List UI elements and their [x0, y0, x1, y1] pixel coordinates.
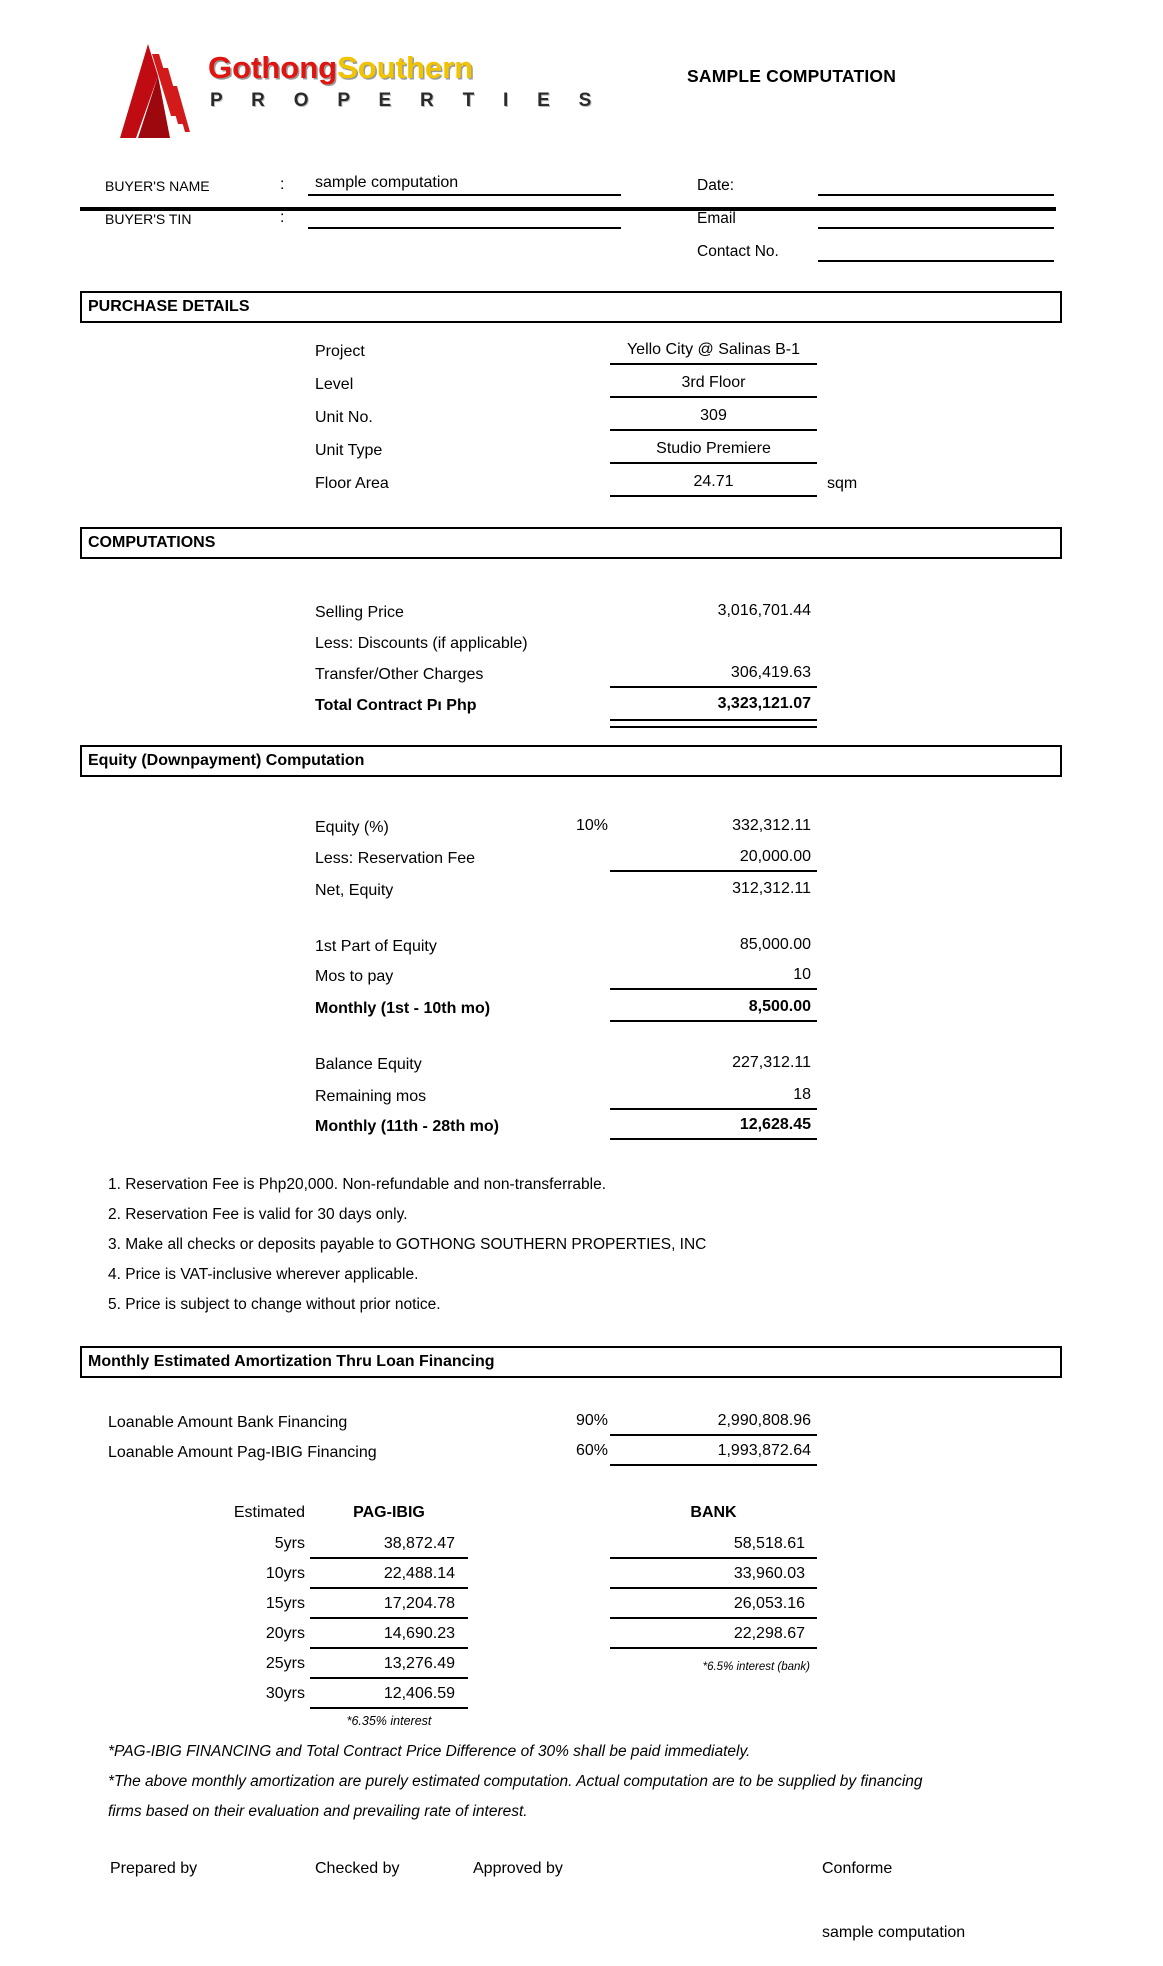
pagibig-interest-note: *6.35% interest: [346, 1714, 432, 1728]
buyer-tin-colon: :: [280, 209, 285, 226]
computation-row-value: 306,419.63: [610, 664, 817, 688]
bank-value: 33,960.03: [610, 1565, 817, 1589]
equity-part1-label: Mos to pay: [315, 968, 394, 985]
equity-part1-value: 85,000.00: [739, 936, 811, 953]
buyer-name-colon: :: [280, 176, 285, 193]
loan-row-value: 2,990,808.96: [610, 1412, 817, 1436]
pagibig-value: 13,276.49: [310, 1655, 468, 1679]
computation-row-label: Transfer/Other Charges: [315, 666, 484, 683]
equity-row-label: Equity (%): [315, 819, 389, 836]
contact-label: Contact No.: [697, 243, 779, 260]
year-label: 30yrs: [265, 1685, 305, 1702]
computation-row-label: Less: Discounts (if applicable): [315, 635, 528, 652]
logo-text-southern: Southern: [337, 50, 474, 85]
section-amortization: Monthly Estimated Amortization Thru Loan Financing: [80, 1346, 1062, 1378]
purchase-row-value: 3rd Floor: [610, 374, 817, 398]
column-header-pagibig: PAG-IBIG: [353, 1504, 425, 1521]
buyer-tin-label: BUYER'S TIN: [105, 211, 192, 227]
note-item: 5. Price is subject to change without prior notice.: [108, 1296, 441, 1313]
purchase-row-label: Unit Type: [315, 442, 383, 459]
email-label: Email: [697, 210, 736, 227]
bank-value: 58,518.61: [610, 1535, 817, 1559]
pagibig-value: 17,204.78: [310, 1595, 468, 1619]
year-label: 25yrs: [265, 1655, 305, 1672]
company-logo-icon: [118, 42, 196, 138]
logo-text-gothong: Gothong: [208, 50, 338, 85]
purchase-row-value: Studio Premiere: [610, 440, 817, 464]
equity-row-label: Net, Equity: [315, 882, 394, 899]
purchase-row-value: 309: [610, 407, 817, 431]
note-item: 4. Price is VAT-inclusive wherever applicable.: [108, 1266, 419, 1283]
purchase-row-value: 24.71: [610, 473, 817, 497]
bank-value: 22,298.67: [610, 1625, 817, 1649]
equity-row-label: Less: Reservation Fee: [315, 850, 476, 867]
column-header-bank: BANK: [690, 1504, 737, 1521]
page-title: SAMPLE COMPUTATION: [687, 66, 897, 86]
equity-row-value: 332,312.11: [732, 817, 811, 834]
purchase-row-value: Yello City @ Salinas B-1: [610, 341, 817, 365]
section-purchase-details: PURCHASE DETAILS: [80, 291, 1062, 323]
date-label: Date:: [697, 177, 735, 194]
buyer-name-label: BUYER'S NAME: [105, 178, 210, 194]
date-field[interactable]: [818, 172, 1054, 196]
monthly-11th-28th-value: 12,628.45: [610, 1116, 817, 1140]
monthly-1st-10th-value: 8,500.00: [610, 998, 817, 1022]
email-field[interactable]: [818, 205, 1054, 229]
purchase-row-label: Project: [315, 343, 365, 360]
remaining-mos-label: Remaining mos: [315, 1088, 427, 1105]
loan-row-percent: 60%: [575, 1442, 608, 1459]
bank-value: 26,053.16: [610, 1595, 817, 1619]
monthly-11th-28th-label: Monthly (11th - 28th mo): [315, 1118, 499, 1135]
note-item: 3. Make all checks or deposits payable to GOTHONG SOUTHERN PROPERTIES, INC: [108, 1236, 707, 1253]
computation-row-label: Selling Price: [315, 604, 404, 621]
year-label: 15yrs: [265, 1595, 305, 1612]
balance-equity-value: 227,312.11: [732, 1054, 811, 1071]
total-contract-label: Total Contract Pı Php: [315, 697, 477, 714]
loan-row-label: Loanable Amount Bank Financing: [108, 1414, 348, 1431]
equity-row-value: 20,000.00: [610, 848, 817, 872]
loan-row-value: 1,993,872.64: [610, 1442, 817, 1466]
conforme-name: sample computation: [822, 1924, 966, 1941]
floor-area-unit: sqm: [827, 475, 858, 492]
pagibig-value: 14,690.23: [310, 1625, 468, 1649]
conforme-label: Conforme: [822, 1860, 893, 1877]
total-double-rule: [610, 719, 817, 728]
equity-part1-value: 10: [610, 966, 817, 990]
purchase-row-label: Unit No.: [315, 409, 373, 426]
note-item: 1. Reservation Fee is Php20,000. Non-refundable and non-transferrable.: [108, 1176, 607, 1193]
company-logo-wordmark: [208, 52, 473, 83]
total-contract-value: 3,323,121.07: [717, 695, 811, 712]
bank-interest-note: *6.5% interest (bank): [702, 1661, 810, 1673]
purchase-row-label: Level: [315, 376, 354, 393]
note-item: 2. Reservation Fee is valid for 30 days only.: [108, 1206, 408, 1223]
monthly-1st-10th-label: Monthly (1st - 10th mo): [315, 1000, 491, 1017]
balance-equity-label: Balance Equity: [315, 1056, 422, 1073]
contact-field[interactable]: [818, 238, 1054, 262]
column-header-estimated: Estimated: [233, 1504, 305, 1521]
pagibig-value: 22,488.14: [310, 1565, 468, 1589]
loan-row-label: Loanable Amount Pag-IBIG Financing: [108, 1444, 377, 1461]
remaining-mos-value: 18: [610, 1086, 817, 1110]
computation-row-value: 3,016,701.44: [717, 602, 811, 619]
logo-subtitle: P R O P E R T I E S: [210, 90, 604, 111]
section-equity: Equity (Downpayment) Computation: [80, 745, 1062, 777]
loan-row-percent: 90%: [575, 1412, 608, 1429]
footnote: firms based on their evaluation and prevailing rate of interest.: [108, 1803, 528, 1820]
buyer-name-field[interactable]: sample computation: [308, 172, 621, 196]
footnote: *The above monthly amortization are purely estimated computation. Actual computation are to be supplied by financing: [108, 1773, 923, 1790]
equity-row-value: 312,312.11: [732, 880, 811, 897]
year-label: 10yrs: [265, 1565, 305, 1582]
buyer-tin-field[interactable]: [308, 205, 621, 229]
year-label: 5yrs: [274, 1535, 305, 1552]
year-label: 20yrs: [265, 1625, 305, 1642]
equity-part1-label: 1st Part of Equity: [315, 938, 437, 955]
checked-by-label: Checked by: [315, 1860, 400, 1877]
purchase-row-label: Floor Area: [315, 475, 389, 492]
footnote: *PAG-IBIG FINANCING and Total Contract Price Difference of 30% shall be paid immediately.: [108, 1743, 751, 1760]
prepared-by-label: Prepared by: [110, 1860, 198, 1877]
pagibig-value: 12,406.59: [310, 1685, 468, 1709]
equity-percent: 10%: [575, 817, 608, 834]
pagibig-value: 38,872.47: [310, 1535, 468, 1559]
approved-by-label: Approved by: [473, 1860, 563, 1877]
section-computations: COMPUTATIONS: [80, 527, 1062, 559]
